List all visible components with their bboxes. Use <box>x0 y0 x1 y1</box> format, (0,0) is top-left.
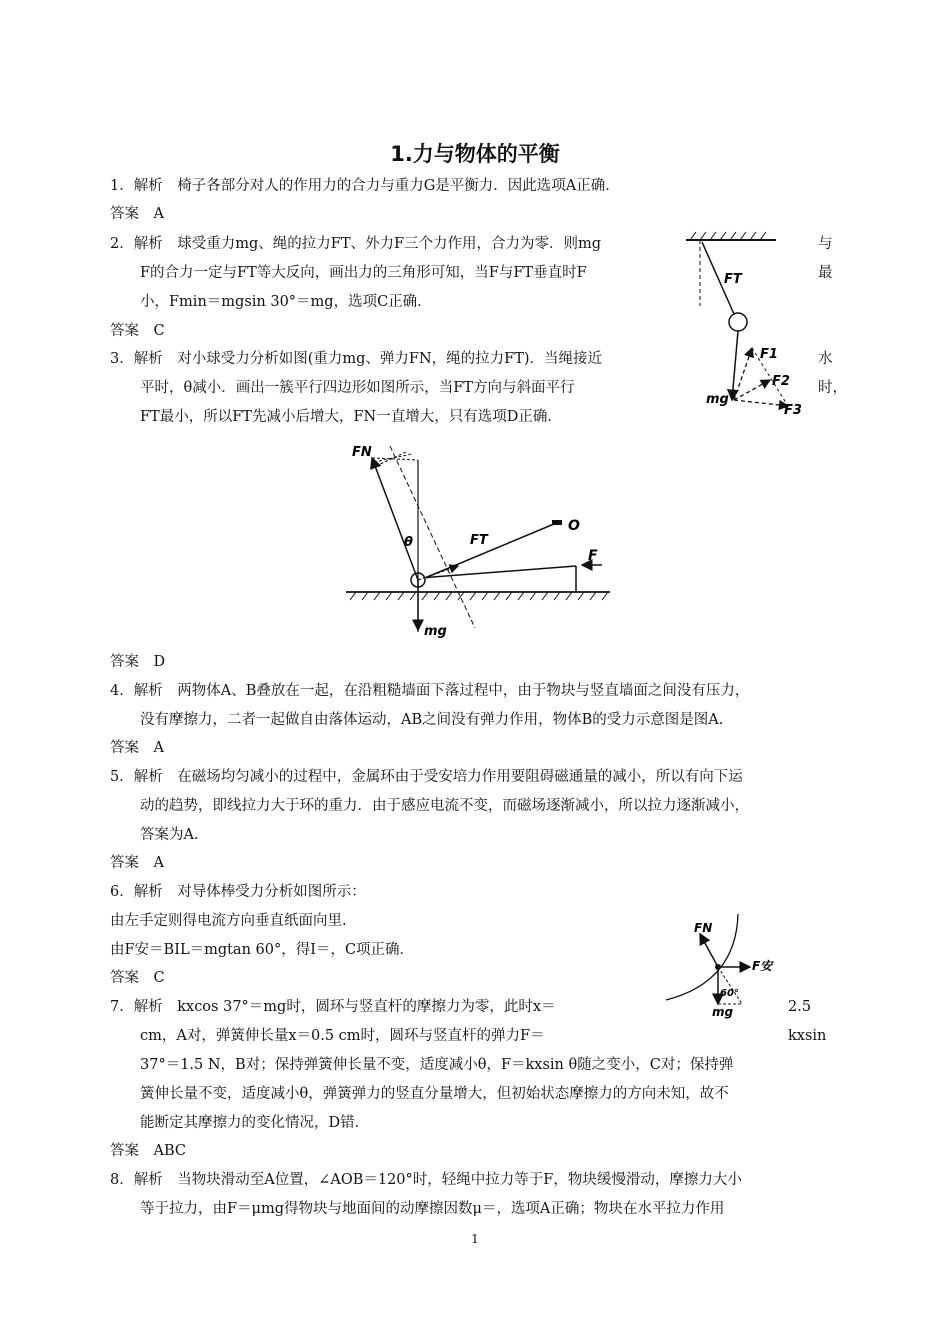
answer-7: 答案 ABC <box>110 1143 186 1159</box>
solution-7-line-1: 7．解析 kxcos 37°＝mg时，圆环与竖直杆的摩擦力为零，此时x＝ <box>110 999 556 1015</box>
answer-3: 答案 D <box>110 654 166 670</box>
label-fn: FN <box>694 921 713 935</box>
label-fn: FN <box>352 445 372 460</box>
solution-7-line-3: 37°＝1.5 N，B对；保持弹簧伸长量不变，适度减小θ，F＝kxsin θ随之变小，C对；保持弹 <box>140 1057 734 1073</box>
label-f2: F2 <box>772 374 790 389</box>
solution-4-line-2: 没有摩擦力，二者一起做自由落体运动，AB之间没有弹力作用，物体B的受力示意图是图A. <box>140 712 724 728</box>
label-ft: FT <box>724 272 742 287</box>
solution-6-line-2: 由左手定则得电流方向垂直纸面向里. <box>110 913 347 929</box>
solution-3-line-3: FT最小，所以FT先减小后增大，FN一直增大，只有选项D正确． <box>140 409 562 425</box>
solution-6-line-1: 6．解析 对导体棒受力分析如图所示： <box>110 884 366 900</box>
label-f3: F3 <box>784 403 802 418</box>
solution-1: 1．解析 椅子各部分对人的作用力的合力与重力G是平衡力．因此选项A正确． <box>110 178 620 194</box>
label-mg: mg <box>424 624 447 639</box>
figure-problem-2 <box>680 228 820 428</box>
answer-6: 答案 C <box>110 970 165 986</box>
label-o: O <box>568 518 580 534</box>
solution-2-line-2-end: 最 <box>818 265 833 281</box>
answer-1: 答案 A <box>110 206 164 222</box>
solution-2-line-1-end: 与 <box>818 236 833 252</box>
solution-2-line-2: F的合力一定与FT等大反向，画出力的三角形可知，当F与FT垂直时F <box>140 265 587 281</box>
solution-8-line-1: 8．解析 当物块滑动至A位置，∠AOB＝120°时，轻绳中拉力等于F，物块缓慢滑动，摩擦力大小 <box>110 1172 742 1188</box>
page-number: 1 <box>471 1232 479 1246</box>
solution-3-line-2: 平时，θ减小．画出一簇平行四边形如图所示，当FT方向与斜面平行 <box>140 380 575 396</box>
solution-2-line-1: 2．解析 球受重力mg、绳的拉力FT、外力F三个力作用，合力为零．则mg <box>110 236 602 252</box>
label-f-an: F安 <box>752 959 773 973</box>
label-mg: mg <box>712 1005 734 1019</box>
solution-7-line-2: cm，A对，弹簧伸长量x＝0.5 cm时，圆环与竖直杆的弹力F＝ <box>140 1028 545 1044</box>
figure-problem-6 <box>660 912 780 1022</box>
label-f1: F1 <box>760 347 778 362</box>
solution-3-line-2-end: 时， <box>818 380 847 396</box>
solution-8-line-2: 等于拉力，由F＝μmg得物块与地面间的动摩擦因数μ＝，选项A正确；物块在水平拉力作用 <box>140 1201 725 1217</box>
solution-7-line-2-end: kxsin <box>788 1028 827 1044</box>
label-60deg: 60° <box>720 988 739 999</box>
solution-4-line-1: 4．解析 两物体A、B叠放在一起，在沿粗糙墙面下落过程中，由于物块与竖直墙面之间没有压力， <box>110 683 750 699</box>
solution-7-line-5: 能断定其摩擦力的变化情况，D错． <box>140 1115 370 1131</box>
answer-4: 答案 A <box>110 740 164 756</box>
solution-3-line-1: 3．解析 对小球受力分析如图(重力mg、弹力FN，绳的拉力FT)．当绳接近 <box>110 351 603 367</box>
solution-6-line-3: 由F安＝BIL＝mgtan 60°，得I＝，C项正确． <box>110 942 415 958</box>
solution-5-line-3: 答案为A. <box>140 827 199 843</box>
label-theta: θ <box>404 535 413 550</box>
solution-7-line-1-end: 2.5 <box>788 999 812 1015</box>
solution-7-line-4: 簧伸长量不变，适度减小θ，弹簧弹力的竖直分量增大，但初始状态摩擦力的方向未知，故不 <box>140 1086 729 1102</box>
answer-2: 答案 C <box>110 323 165 339</box>
figure-problem-3 <box>340 440 620 640</box>
solution-2-line-3: 小，Fmin＝mgsin 30°＝mg，选项C正确． <box>140 294 432 310</box>
solution-5-line-2: 动的趋势，即线拉力大于环的重力．由于感应电流不变，而磁场逐渐减小，所以拉力逐渐减小， <box>140 798 749 814</box>
solution-5-line-1: 5．解析 在磁场均匀减小的过程中，金属环由于受安培力作用要阻碍磁通量的减小，所以有向下运 <box>110 769 743 785</box>
label-mg: mg <box>706 392 729 407</box>
label-f: F <box>588 548 598 564</box>
label-ft: FT <box>470 533 488 548</box>
solution-3-line-1-end: 水 <box>818 351 833 367</box>
page-title: 1.力与物体的平衡 <box>390 142 560 166</box>
answer-5: 答案 A <box>110 855 164 871</box>
